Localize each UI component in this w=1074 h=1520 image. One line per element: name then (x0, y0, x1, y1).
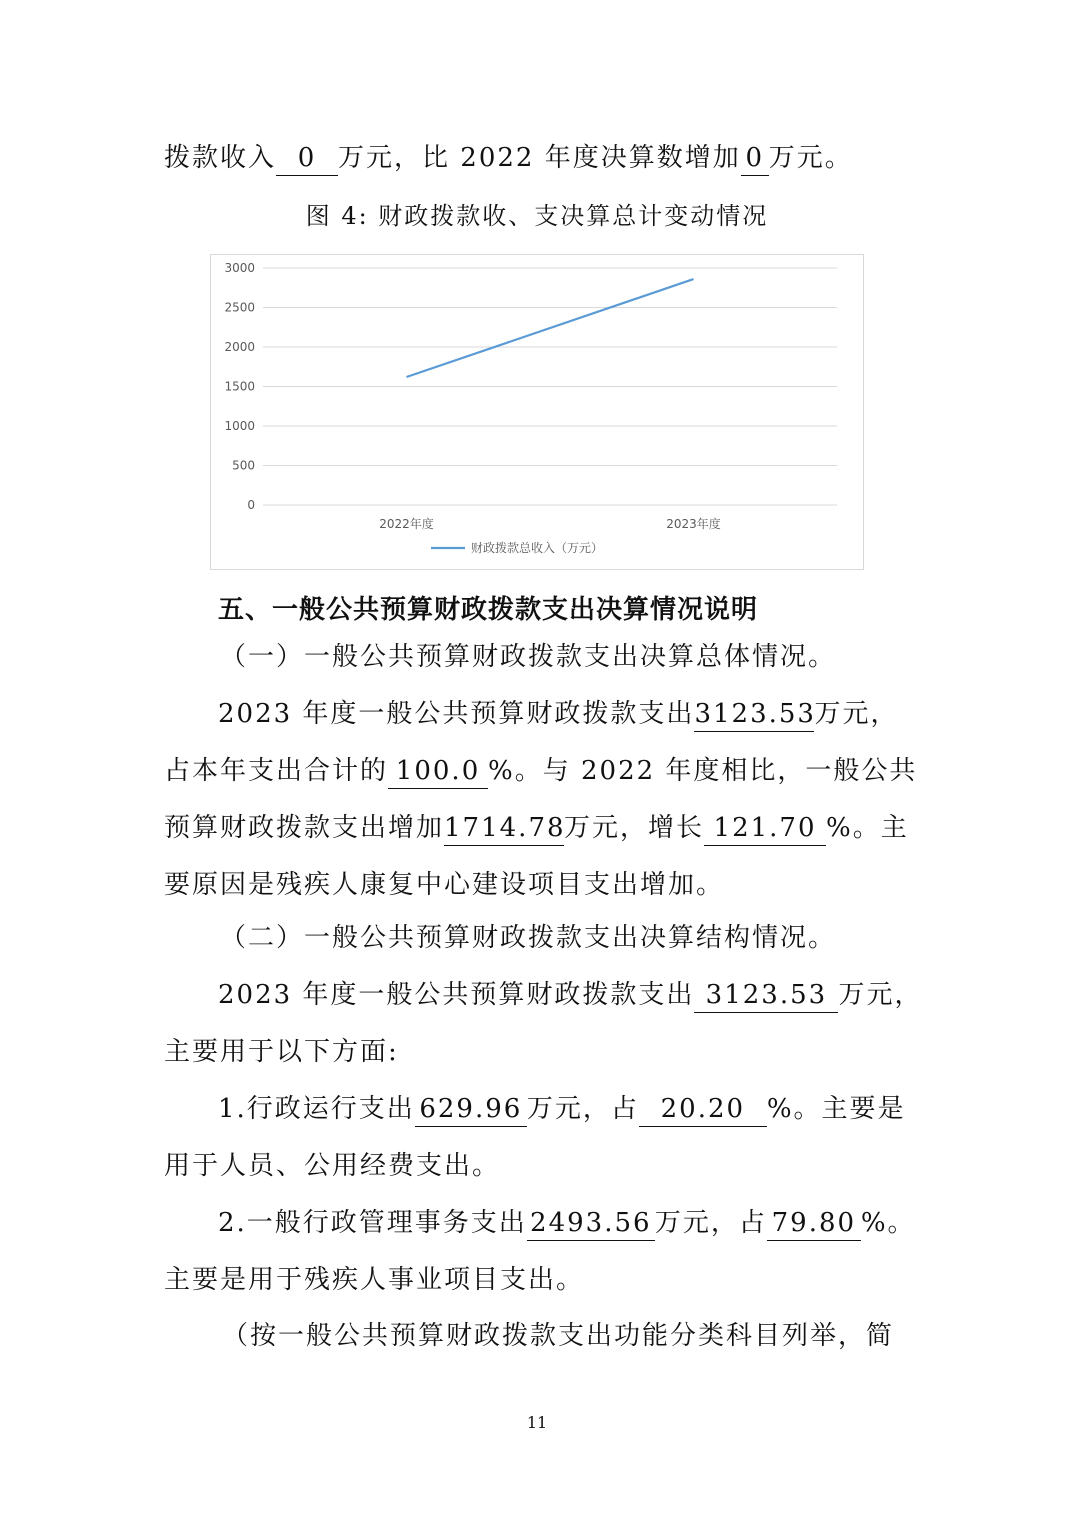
subsection-title: （二）一般公共预算财政拨款支出决算结构情况。 (220, 923, 837, 953)
text: 万元。 (768, 143, 853, 173)
value-underline: 1714.78 (444, 811, 564, 846)
text: 占本年支出合计的 (164, 756, 389, 786)
text: 万元，比 2022 年度决算数增加 (338, 143, 741, 173)
paragraph-line: 用于人员、公用经费支出。 (164, 1151, 501, 1181)
value-underline: 3123.53 (694, 978, 838, 1013)
paragraph-line: 主要用于以下方面: (164, 1037, 399, 1067)
value-underline: 2493.56 (527, 1206, 655, 1241)
paragraph-line (164, 138, 853, 178)
series-line (407, 279, 694, 377)
text: 万元，增长 (564, 813, 705, 843)
chart-svg (211, 255, 863, 569)
text: 2.一般行政管理事务支出 (218, 1208, 527, 1238)
text: 2023 年度一般公共预算财政拨款支出 (218, 699, 695, 729)
text: 万元，占 (526, 1094, 639, 1124)
paragraph-line (218, 975, 922, 1015)
value-underline: 20.20 (639, 1092, 767, 1127)
value-underline: 100.0 (388, 754, 488, 789)
paragraph-line: （按一般公共预算财政拨款支出功能分类科目列举，简 (222, 1321, 895, 1351)
paragraph-line (218, 1203, 916, 1243)
page-number: 11 (526, 1413, 548, 1432)
text: 预算财政拨款支出增加 (164, 813, 445, 843)
value-underline: 79.80 (767, 1206, 861, 1241)
paragraph-line (164, 751, 917, 791)
line-chart (210, 254, 864, 570)
text: 1.行政运行支出 (218, 1094, 415, 1124)
y-tick-label: 1000 (224, 419, 255, 433)
value-underline: 0 (741, 141, 769, 176)
value-underline: 121.70 (704, 811, 826, 846)
section-title: 五、一般公共预算财政拨款支出决算情况说明 (218, 595, 759, 625)
paragraph-line: 主要是用于残疾人事业项目支出。 (164, 1265, 585, 1295)
text: %。 (860, 1208, 916, 1238)
y-tick-label: 2000 (224, 340, 255, 354)
text: 2023 年度一般公共预算财政拨款支出 (218, 980, 695, 1010)
text: 万元，占 (654, 1208, 767, 1238)
x-tick-label: 2022年度 (379, 517, 434, 531)
y-tick-label: 1500 (224, 379, 255, 394)
y-tick-label: 0 (247, 498, 255, 512)
text: %。与 2022 年度相比，一般公共 (488, 756, 918, 786)
text: %。主要是 (766, 1094, 906, 1124)
value-underline: 629.96 (415, 1092, 527, 1127)
figure-caption: 图 4: 财政拨款收、支决算总计变动情况 (305, 202, 769, 230)
value-underline: 3123.53 (694, 697, 814, 732)
text: 万元， (814, 699, 899, 729)
y-tick-label: 2500 (224, 300, 255, 315)
subsection-title: （一）一般公共预算财政拨款支出决算总体情况。 (220, 642, 837, 672)
x-tick-label: 2023年度 (666, 517, 721, 531)
paragraph-line (164, 808, 909, 848)
text: 万元， (838, 980, 923, 1010)
legend-label: 财政拨款总收入（万元） (471, 541, 604, 555)
text: 拨款收入 (164, 143, 277, 173)
y-tick-label: 500 (232, 458, 255, 473)
text: %。主 (826, 813, 909, 843)
paragraph-line (218, 694, 898, 734)
value-underline: 0 (276, 141, 338, 176)
paragraph-line: 要原因是残疾人康复中心建设项目支出增加。 (164, 870, 725, 900)
paragraph-line (218, 1089, 906, 1129)
y-tick-label: 3000 (224, 261, 255, 275)
